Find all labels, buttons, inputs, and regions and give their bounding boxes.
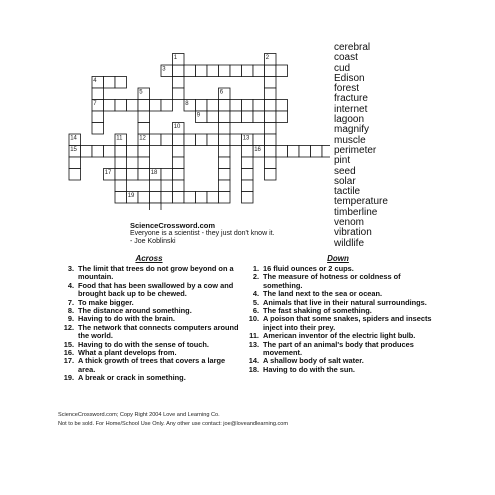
grid-cell[interactable] xyxy=(219,146,231,158)
word-bank-item: Edison xyxy=(334,72,365,84)
word-bank-item: cud xyxy=(334,62,351,74)
grid-cell[interactable] xyxy=(207,65,219,77)
clue-text: What a plant develops from. xyxy=(78,348,177,358)
clue-number: 19. xyxy=(63,373,74,383)
clue-text: The land next to the sea or ocean. xyxy=(263,289,383,299)
grid-cell[interactable] xyxy=(115,192,127,204)
grid-cell[interactable] xyxy=(184,134,196,146)
grid-cell[interactable] xyxy=(138,100,150,112)
grid-cell[interactable] xyxy=(265,134,277,146)
grid-cell[interactable] xyxy=(242,192,254,204)
crossword-grid-svg xyxy=(0,0,330,210)
quote-text: Everyone is a scientist - they just don't know it. xyxy=(130,230,275,237)
word-bank-item: muscle xyxy=(334,134,366,146)
grid-cell[interactable] xyxy=(81,146,93,158)
across-clue xyxy=(58,282,240,299)
clue-number: 16. xyxy=(63,348,74,358)
word-bank-item: solar xyxy=(334,175,356,187)
word-bank-item: venom xyxy=(334,217,365,229)
grid-cell[interactable] xyxy=(69,169,81,181)
clue-text: The part of an animal's body that produces movement. xyxy=(263,339,414,358)
grid-cell[interactable] xyxy=(196,134,208,146)
grid-cell[interactable] xyxy=(207,100,219,112)
grid-cell[interactable] xyxy=(253,65,265,77)
word-bank-item: cerebral xyxy=(334,42,371,53)
grid-cell[interactable] xyxy=(299,146,311,158)
clue-text: Having to do with the sun. xyxy=(263,364,355,374)
clue-number: 10. xyxy=(248,314,259,324)
clue-text: The limit that trees do not grow beyond on a mountain. xyxy=(78,264,234,282)
word-bank-item: wildlife xyxy=(334,237,365,249)
clue-number: 13. xyxy=(248,339,259,349)
grid-cell[interactable] xyxy=(127,100,139,112)
grid-cell[interactable] xyxy=(219,111,231,123)
clue-number: 18. xyxy=(248,364,259,374)
grid-cell[interactable] xyxy=(276,100,288,112)
grid-cell[interactable] xyxy=(265,146,277,158)
clue-number: 14. xyxy=(248,356,259,366)
grid-cell[interactable] xyxy=(265,77,277,89)
grid-cell[interactable] xyxy=(138,157,150,169)
grid-cell[interactable] xyxy=(265,157,277,169)
clue-text: American inventor of the electric light bulb. xyxy=(263,331,416,341)
word-bank-item: forest xyxy=(334,83,360,95)
grid-cell[interactable] xyxy=(276,146,288,158)
across-clues xyxy=(58,254,240,383)
grid-cell[interactable] xyxy=(276,111,288,123)
word-bank-item: seed xyxy=(334,165,356,177)
down-heading: Down xyxy=(327,254,349,263)
clue-text: Having to do with the sense of touch. xyxy=(78,339,209,349)
grid-cell[interactable] xyxy=(219,169,231,181)
clue-text: Having to do with the brain. xyxy=(78,314,175,324)
grid-cell[interactable] xyxy=(104,77,116,89)
cell-number: 14 xyxy=(70,135,77,142)
cell-number: 18 xyxy=(150,170,158,177)
across-clue xyxy=(58,374,240,382)
clue-number: 11. xyxy=(249,331,259,341)
grid-cell[interactable] xyxy=(138,146,150,158)
clue-number: 15. xyxy=(63,339,74,349)
word-bank-item: vibration xyxy=(334,227,372,239)
grid-cell[interactable] xyxy=(219,180,231,192)
grid-cell[interactable] xyxy=(92,111,104,123)
grid-cell[interactable] xyxy=(161,134,173,146)
grid-cell[interactable] xyxy=(230,100,242,112)
cell-number: 15 xyxy=(70,147,77,154)
clue-text: 16 fluid ounces or 2 cups. xyxy=(263,264,354,273)
cell-number: 1 xyxy=(173,55,178,62)
grid-cell[interactable] xyxy=(173,88,185,100)
grid-cell[interactable] xyxy=(322,146,330,158)
grid-cell[interactable] xyxy=(173,192,185,204)
grid-cell[interactable] xyxy=(230,65,242,77)
grid-cell[interactable] xyxy=(219,134,231,146)
grid-cell[interactable] xyxy=(115,100,127,112)
word-bank-item: coast xyxy=(334,52,358,64)
grid-cell[interactable] xyxy=(265,169,277,181)
grid-cell[interactable] xyxy=(242,111,254,123)
grid-cell[interactable] xyxy=(253,100,265,112)
clue-number: 17. xyxy=(63,356,74,366)
grid-cell[interactable] xyxy=(138,123,150,135)
grid-cell[interactable] xyxy=(230,111,242,123)
site-name: ScienceCrossword.com xyxy=(130,221,216,230)
cell-number: 3 xyxy=(162,66,166,73)
cell-number: 7 xyxy=(93,101,97,108)
cell-number: 12 xyxy=(139,135,146,142)
grid-cell[interactable] xyxy=(104,100,116,112)
word-bank-item: temperature xyxy=(334,196,388,208)
grid-cell[interactable] xyxy=(127,169,139,181)
grid-cell[interactable] xyxy=(219,100,231,112)
grid-cell[interactable] xyxy=(242,157,254,169)
copyright-line: ScienceCrossword.com; Copy Right 2004 Love and Learning Co. xyxy=(58,412,220,418)
quote-author: - Joe Koblinski xyxy=(130,238,176,245)
grid-cell[interactable] xyxy=(242,146,254,158)
clue-text: To make bigger. xyxy=(78,297,134,307)
grid-cell[interactable] xyxy=(242,65,254,77)
grid-cell[interactable] xyxy=(265,65,277,77)
cell-number: 13 xyxy=(242,135,250,142)
cell-number: 2 xyxy=(265,55,270,62)
clue-number: 3. xyxy=(67,264,74,273)
grid-cell[interactable] xyxy=(288,146,300,158)
word-bank xyxy=(334,43,484,249)
grid-cell[interactable] xyxy=(173,77,185,89)
grid-cell[interactable] xyxy=(207,111,219,123)
grid-cell[interactable] xyxy=(115,169,127,181)
across-clue xyxy=(58,324,240,341)
word-bank-item: pint xyxy=(334,155,351,167)
grid-cell[interactable] xyxy=(127,146,139,158)
clue-text: A thick growth of trees that covers a large area. xyxy=(78,356,226,374)
clue-number: 4. xyxy=(252,289,259,299)
grid-cell[interactable] xyxy=(196,192,208,204)
word-bank-item: tactile xyxy=(334,186,361,198)
clue-number: 5. xyxy=(252,297,259,307)
grid-cell[interactable] xyxy=(161,100,173,112)
grid-cell[interactable] xyxy=(150,203,162,210)
clue-text: A poison that some snakes, spiders and insects inject into their prey. xyxy=(263,314,432,332)
grid-cell[interactable] xyxy=(150,100,162,112)
down-clue xyxy=(243,366,433,374)
credit-block xyxy=(130,221,330,246)
word-bank-item: fracture xyxy=(334,93,368,105)
across-heading: Across xyxy=(135,254,163,263)
clue-number: 6. xyxy=(252,306,259,316)
grid-cell[interactable] xyxy=(115,77,127,89)
down-clue xyxy=(243,315,433,332)
cell-number: 11 xyxy=(116,135,123,142)
grid-cell[interactable] xyxy=(242,169,254,181)
grid-cell[interactable] xyxy=(219,65,231,77)
grid-cell[interactable] xyxy=(161,192,173,204)
clue-text: A shallow body of salt water. xyxy=(263,356,364,366)
crossword-grid xyxy=(0,0,330,210)
clue-number: 1. xyxy=(252,264,259,273)
word-bank-item: lagoon xyxy=(334,114,365,126)
grid-cell[interactable] xyxy=(219,123,231,135)
grid-cell[interactable] xyxy=(242,100,254,112)
grid-cell[interactable] xyxy=(265,111,277,123)
grid-cell[interactable] xyxy=(219,157,231,169)
across-clue xyxy=(58,265,240,282)
grid-cell[interactable] xyxy=(242,180,254,192)
grid-cell[interactable] xyxy=(161,169,173,181)
grid-cell[interactable] xyxy=(115,180,127,192)
word-bank-item: timberline xyxy=(334,206,378,218)
grid-cell[interactable] xyxy=(173,157,185,169)
grid-cell[interactable] xyxy=(104,146,116,158)
cell-number: 6 xyxy=(219,89,224,96)
grid-cell[interactable] xyxy=(69,157,81,169)
clue-text: A break or crack in something. xyxy=(78,373,186,383)
grid-cell[interactable] xyxy=(207,134,219,146)
grid-cell[interactable] xyxy=(265,123,277,135)
cell-number: 10 xyxy=(173,124,181,131)
clue-number: 12. xyxy=(63,322,74,332)
clue-text: The fast shaking of something. xyxy=(263,306,372,316)
clue-number: 4. xyxy=(67,280,74,290)
grid-cell[interactable] xyxy=(138,111,150,123)
clue-text: The measure of hotness or coldness of something. xyxy=(263,272,401,290)
grid-cell[interactable] xyxy=(196,65,208,77)
grid-cell[interactable] xyxy=(184,192,196,204)
grid-cell[interactable] xyxy=(311,146,323,158)
grid-cell[interactable] xyxy=(138,169,150,181)
grid-cell[interactable] xyxy=(265,88,277,100)
cell-number: 19 xyxy=(127,193,135,200)
across-clue xyxy=(58,357,240,374)
grid-cell[interactable] xyxy=(150,180,162,192)
grid-cell[interactable] xyxy=(173,169,185,181)
clue-number: 9. xyxy=(67,314,74,324)
grid-cell[interactable] xyxy=(173,134,185,146)
down-clue xyxy=(243,273,433,290)
grid-cell[interactable] xyxy=(150,134,162,146)
cell-number: 5 xyxy=(139,89,143,96)
cell-number: 17 xyxy=(104,170,112,177)
down-clues xyxy=(243,254,433,374)
clue-text: The distance around something. xyxy=(78,306,192,316)
cell-number: 9 xyxy=(196,112,201,119)
grid-cell[interactable] xyxy=(230,134,242,146)
grid-cell[interactable] xyxy=(115,157,127,169)
clue-number: 2. xyxy=(252,272,259,282)
clue-number: 7. xyxy=(67,297,74,307)
usage-notice: Not to be sold. For Home/School Use Only. Any other use contact: joe@loveandlearning.com xyxy=(58,421,289,427)
down-clue xyxy=(243,341,433,358)
grid-cell[interactable] xyxy=(115,146,127,158)
grid-cell[interactable] xyxy=(253,111,265,123)
grid-cell[interactable] xyxy=(138,192,150,204)
grid-cell[interactable] xyxy=(173,146,185,158)
footer xyxy=(58,411,478,429)
grid-cell[interactable] xyxy=(173,180,185,192)
grid-cell[interactable] xyxy=(92,88,104,100)
grid-cell[interactable] xyxy=(173,65,185,77)
clue-text: The network that connects computers around the world. xyxy=(78,322,239,341)
grid-cell[interactable] xyxy=(265,100,277,112)
clue-number: 8. xyxy=(67,306,74,316)
grid-cell[interactable] xyxy=(150,192,162,204)
grid-cell[interactable] xyxy=(219,192,231,204)
word-bank-item: perimeter xyxy=(334,144,377,156)
cell-number: 16 xyxy=(254,147,261,154)
grid-cell[interactable] xyxy=(92,123,104,135)
across-clue-list xyxy=(58,265,240,383)
grid-cell[interactable] xyxy=(253,134,265,146)
word-bank-item: internet xyxy=(334,103,368,115)
clue-text: Animals that live in their natural surroundings. xyxy=(263,297,427,307)
grid-cell[interactable] xyxy=(207,192,219,204)
grid-cell[interactable] xyxy=(184,65,196,77)
cell-number: 4 xyxy=(93,78,97,85)
grid-cell[interactable] xyxy=(196,100,208,112)
down-clue-list xyxy=(243,265,433,374)
word-bank-item: magnify xyxy=(334,124,370,136)
cell-number: 8 xyxy=(185,101,189,108)
clue-text: Food that has been swallowed by a cow and brought back up to be chewed. xyxy=(78,280,234,299)
grid-cell[interactable] xyxy=(276,65,288,77)
grid-cell[interactable] xyxy=(92,146,104,158)
